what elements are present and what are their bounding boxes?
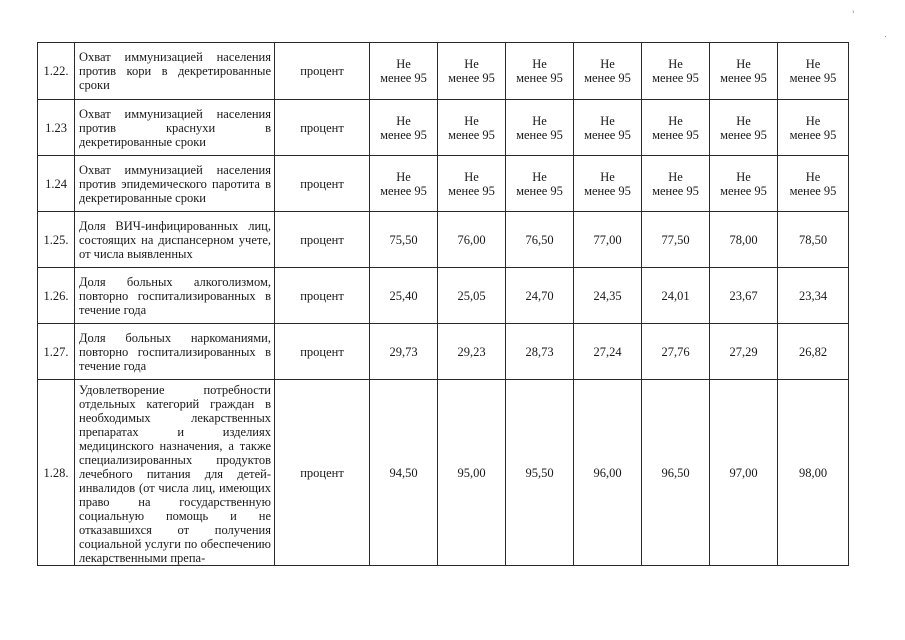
year-value-cell xyxy=(642,324,710,380)
year-value-cell xyxy=(642,43,710,100)
row-number: 1.26. xyxy=(38,268,75,324)
value-text: 97,00 xyxy=(729,465,758,480)
year-value-cell xyxy=(438,43,506,100)
year-value-cell xyxy=(574,156,642,212)
value-text: Не xyxy=(396,57,411,71)
indicator-name: Охват иммунизацией населения против кори в декретированные сроки xyxy=(75,43,275,100)
value-text: Не xyxy=(396,169,411,184)
year-value-cell xyxy=(506,156,574,212)
value-text: Не xyxy=(464,57,479,71)
row-number: 1.28. xyxy=(38,380,75,566)
table-row xyxy=(38,324,849,380)
year-value-cell xyxy=(710,43,778,100)
value-text: 77,50 xyxy=(661,232,690,247)
value-text: Не xyxy=(668,169,683,184)
value-text: Не xyxy=(532,113,547,128)
indicators-table xyxy=(37,42,849,566)
year-value-cell xyxy=(710,380,778,566)
year-value-cell xyxy=(642,212,710,268)
value-text: Не xyxy=(805,57,821,71)
value-text: Не xyxy=(532,169,547,184)
value-text: менее 95 xyxy=(720,71,767,85)
year-value-cell xyxy=(506,43,574,100)
table-row xyxy=(38,43,849,100)
value-text: Не xyxy=(464,169,479,184)
indicator-name: Доля больных наркоманиями, повторно госпитализированных в течение года xyxy=(75,324,275,380)
year-value-cell xyxy=(438,380,506,566)
unit-cell: процент xyxy=(275,380,370,566)
value-text: 75,50 xyxy=(389,232,418,247)
year-value-cell xyxy=(710,156,778,212)
value-text: Не xyxy=(736,169,751,184)
indicator-name: Охват иммунизацией населения против краснухи в декретированные сроки xyxy=(75,100,275,156)
value-text: Не xyxy=(600,113,615,128)
value-text: 24,70 xyxy=(525,288,554,303)
value-text: Не xyxy=(600,169,615,184)
value-text: 23,34 xyxy=(798,288,828,303)
value-text: 24,35 xyxy=(593,288,622,303)
value-text: менее 95 xyxy=(516,71,563,85)
year-value-cell xyxy=(642,268,710,324)
value-text: менее 95 xyxy=(448,183,495,198)
value-text: менее 95 xyxy=(584,183,631,198)
value-text: Не xyxy=(532,57,547,71)
year-value-cell xyxy=(574,268,642,324)
unit-cell: процент xyxy=(275,212,370,268)
year-value-cell xyxy=(778,324,849,380)
value-text: 25,05 xyxy=(457,288,486,303)
value-text: менее 95 xyxy=(652,71,699,85)
year-value-cell xyxy=(370,100,438,156)
year-value-cell xyxy=(370,324,438,380)
year-value-cell xyxy=(506,268,574,324)
value-text: 96,00 xyxy=(593,465,622,480)
value-text: менее 95 xyxy=(652,183,699,198)
table-row xyxy=(38,100,849,156)
value-text: менее 95 xyxy=(584,127,631,142)
value-text: Не xyxy=(805,113,821,128)
year-value-cell xyxy=(506,212,574,268)
indicator-name: Удовлетворение потребности отдельных категорий граждан в необходимых лекарственных препаратах и изделиях медицинского назначения, а также специализированных продуктов лечебного питания для детей-инвалидов (от числа лиц, имеющих право на государственную социальную помощь и не отказавшихся от получения социальной услуги по обеспечению лекарственными препа- xyxy=(75,380,275,566)
unit-cell: процент xyxy=(275,156,370,212)
year-value-cell xyxy=(778,43,849,100)
year-value-cell xyxy=(778,268,849,324)
scan-mark-top: ' xyxy=(852,10,855,20)
year-value-cell xyxy=(574,324,642,380)
row-number: 1.25. xyxy=(38,212,75,268)
unit-cell: процент xyxy=(275,324,370,380)
year-value-cell xyxy=(438,268,506,324)
year-value-cell xyxy=(778,156,849,212)
value-text: 94,50 xyxy=(389,465,418,480)
year-value-cell xyxy=(710,268,778,324)
year-value-cell xyxy=(642,100,710,156)
table-row xyxy=(38,156,849,212)
value-text: менее 95 xyxy=(380,127,427,142)
year-value-cell xyxy=(574,212,642,268)
row-number: 1.23 xyxy=(38,100,75,156)
year-value-cell xyxy=(642,380,710,566)
value-text: 27,29 xyxy=(729,344,758,359)
indicator-name: Доля ВИЧ-инфицированных лиц, состоящих на диспансерном учете, от числа выявленных xyxy=(75,212,275,268)
value-text: менее 95 xyxy=(380,71,427,85)
value-text: 76,00 xyxy=(457,232,486,247)
value-text: Не xyxy=(464,113,479,128)
year-value-cell xyxy=(574,380,642,566)
value-text: Не xyxy=(600,57,615,71)
value-text: 76,50 xyxy=(525,232,554,247)
year-value-cell xyxy=(574,100,642,156)
value-text: менее 95 xyxy=(789,127,837,142)
value-text: менее 95 xyxy=(720,183,767,198)
row-number: 1.27. xyxy=(38,324,75,380)
value-text: Не xyxy=(668,113,683,128)
year-value-cell xyxy=(370,156,438,212)
year-value-cell xyxy=(506,324,574,380)
value-text: 26,82 xyxy=(798,344,828,359)
value-text: 95,00 xyxy=(457,465,486,480)
year-value-cell xyxy=(438,212,506,268)
value-text: менее 95 xyxy=(652,127,699,142)
unit-cell: процент xyxy=(275,100,370,156)
value-text: 23,67 xyxy=(729,288,758,303)
value-text: 78,00 xyxy=(729,232,758,247)
indicators-table-body xyxy=(38,43,849,566)
year-value-cell xyxy=(710,212,778,268)
value-text: 27,24 xyxy=(593,344,622,359)
value-text: менее 95 xyxy=(789,71,837,85)
year-value-cell xyxy=(574,43,642,100)
scan-mark-right: . xyxy=(884,30,887,40)
value-text: менее 95 xyxy=(448,127,495,142)
year-value-cell xyxy=(438,156,506,212)
year-value-cell xyxy=(778,380,849,566)
table-row xyxy=(38,268,849,324)
value-text: Не xyxy=(736,57,751,71)
year-value-cell xyxy=(438,100,506,156)
unit-cell: процент xyxy=(275,268,370,324)
value-text: Не xyxy=(396,113,411,128)
row-number: 1.22. xyxy=(38,43,75,100)
value-text: 95,50 xyxy=(525,465,554,480)
year-value-cell xyxy=(438,324,506,380)
year-value-cell xyxy=(506,380,574,566)
year-value-cell xyxy=(370,212,438,268)
value-text: менее 95 xyxy=(584,71,631,85)
year-value-cell xyxy=(370,268,438,324)
value-text: 28,73 xyxy=(525,344,554,359)
value-text: 27,76 xyxy=(661,344,690,359)
table-row xyxy=(38,380,849,566)
value-text: менее 95 xyxy=(516,127,563,142)
year-value-cell xyxy=(710,100,778,156)
year-value-cell xyxy=(642,156,710,212)
indicator-name: Доля больных алкоголизмом, повторно госпитализированных в течение года xyxy=(75,268,275,324)
unit-cell: процент xyxy=(275,43,370,100)
value-text: 96,50 xyxy=(661,465,690,480)
year-value-cell xyxy=(506,100,574,156)
value-text: 29,23 xyxy=(457,344,486,359)
value-text: менее 95 xyxy=(448,71,495,85)
value-text: Не xyxy=(736,113,751,128)
value-text: 78,50 xyxy=(798,232,828,247)
value-text: Не xyxy=(805,169,821,184)
value-text: 24,01 xyxy=(661,288,690,303)
value-text: менее 95 xyxy=(789,183,837,198)
value-text: Не xyxy=(668,57,683,71)
value-text: 77,00 xyxy=(593,232,622,247)
year-value-cell xyxy=(710,324,778,380)
value-text: 29,73 xyxy=(389,344,418,359)
value-text: менее 95 xyxy=(516,183,563,198)
table-row xyxy=(38,212,849,268)
year-value-cell xyxy=(778,100,849,156)
value-text: 98,00 xyxy=(798,465,828,480)
year-value-cell xyxy=(370,380,438,566)
indicator-name: Охват иммунизацией населения против эпидемического паротита в декретированные сроки xyxy=(75,156,275,212)
value-text: менее 95 xyxy=(380,183,427,198)
year-value-cell xyxy=(370,43,438,100)
year-value-cell xyxy=(778,212,849,268)
value-text: 25,40 xyxy=(389,288,418,303)
row-number: 1.24 xyxy=(38,156,75,212)
value-text: менее 95 xyxy=(720,127,767,142)
